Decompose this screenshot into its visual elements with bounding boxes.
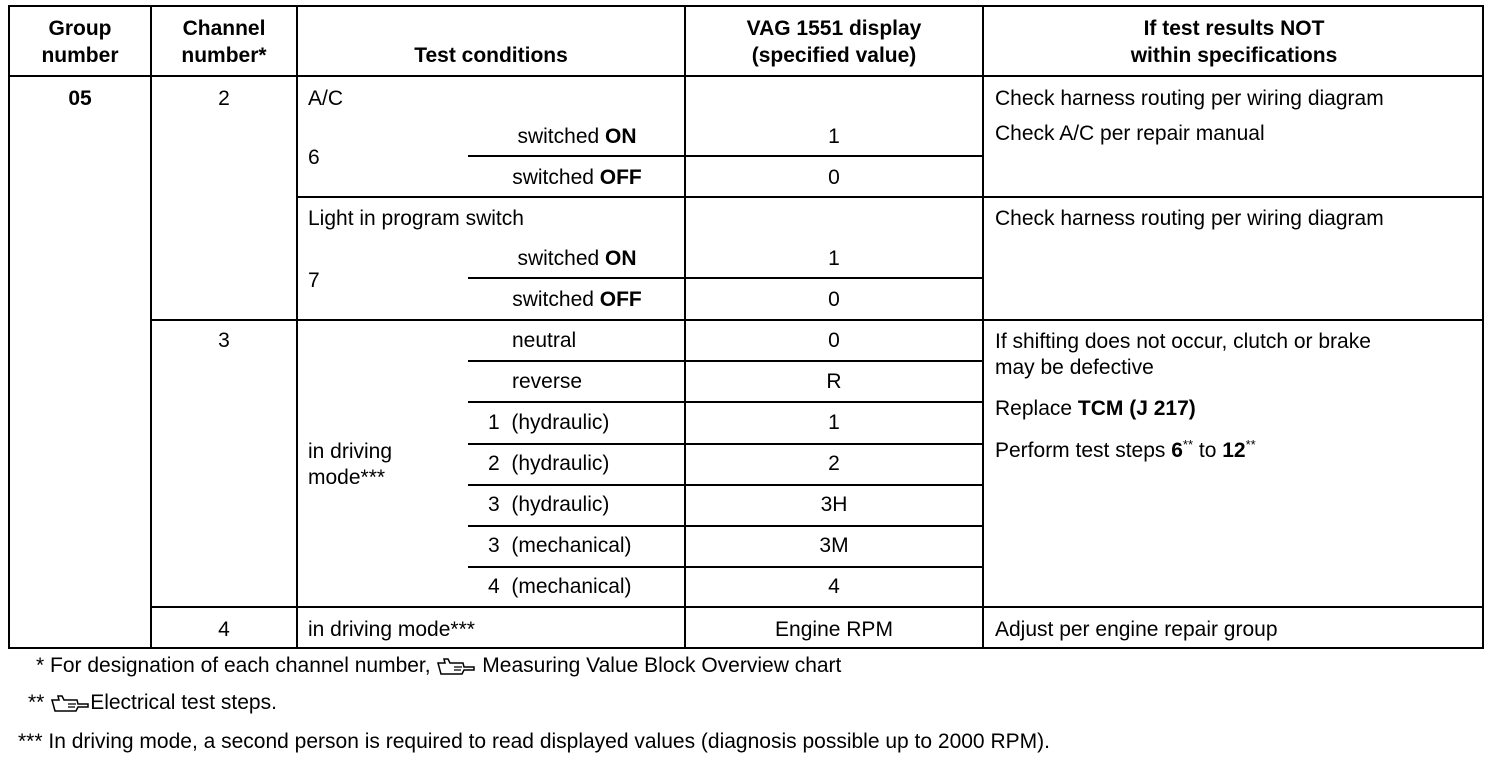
ac-title: A/C — [308, 87, 344, 110]
driving-condition: 4 (mechanical) — [488, 575, 632, 598]
row-divider — [296, 196, 1484, 198]
driving-remedy-test-steps: Perform test steps 6** to 12** — [995, 437, 1256, 462]
light-title: Light in program switch — [308, 207, 524, 230]
column-divider-display — [982, 5, 984, 649]
ac-remedy-repair-manual: Check A/C per repair manual — [995, 122, 1265, 145]
light-switched-off: switched OFF — [512, 288, 642, 311]
driving-mode-label: in driving mode*** — [308, 440, 393, 489]
footnote-2: ** Electrical test steps. — [28, 691, 277, 714]
driving-value: 2 — [828, 452, 840, 475]
column-divider-channel — [296, 5, 298, 649]
header-display-value: VAG 1551 display (specified value) — [746, 17, 922, 67]
driving-condition: 2 (hydraulic) — [488, 452, 610, 475]
driving-value: R — [826, 370, 842, 393]
row-divider — [468, 401, 984, 403]
driving-condition: 1 (hydraulic) — [488, 411, 610, 434]
group-number: 05 — [68, 87, 92, 110]
row-divider — [468, 155, 984, 157]
driving-value: 3H — [820, 493, 848, 516]
row-divider — [468, 566, 984, 568]
driving-condition: neutral — [512, 329, 577, 352]
rpm-value: Engine RPM — [775, 618, 893, 641]
row-divider — [468, 277, 984, 279]
row-divider — [150, 319, 1484, 321]
channel-number: 4 — [218, 618, 230, 641]
header-channel-number: Channel number* — [181, 17, 267, 67]
ac-switched-off: switched OFF — [512, 166, 642, 189]
header-divider — [8, 75, 1484, 77]
light-switched-on: switched ON — [517, 247, 637, 270]
header-test-conditions: Test conditions — [414, 44, 568, 67]
row-divider — [468, 443, 984, 445]
light-remedy-wiring: Check harness routing per wiring diagram — [995, 207, 1384, 230]
rpm-condition: in driving mode*** — [308, 618, 475, 641]
light-on-value: 1 — [828, 247, 840, 270]
driving-condition: 3 (mechanical) — [488, 534, 632, 557]
driving-value: 1 — [828, 411, 840, 434]
light-off-value: 0 — [828, 288, 840, 311]
row-divider — [468, 484, 984, 486]
header-group-number: Group number — [41, 17, 119, 67]
ac-off-value: 0 — [828, 166, 840, 189]
driving-remedy-replace-tcm: Replace TCM (J 217) — [995, 397, 1196, 420]
pointing-hand-icon — [50, 692, 90, 714]
channel-number: 3 — [218, 329, 230, 352]
footnote-3: *** In driving mode, a second person is required to read displayed values (diagnosis possible up to 2000 RPM). — [18, 730, 1050, 753]
ac-switched-on: switched ON — [517, 125, 637, 148]
driving-value: 3M — [819, 534, 849, 557]
ac-on-value: 1 — [828, 125, 840, 148]
driving-condition: reverse — [512, 370, 583, 393]
rpm-remedy: Adjust per engine repair group — [995, 618, 1278, 641]
channel-number: 2 — [218, 87, 230, 110]
row-divider — [150, 606, 1484, 608]
row-divider — [468, 525, 984, 527]
driving-value: 0 — [828, 329, 840, 352]
driving-value: 4 — [828, 575, 840, 598]
driving-remedy-shifting: If shifting does not occur, clutch or brake may be defective — [995, 330, 1371, 379]
ac-remedy-wiring: Check harness routing per wiring diagram — [995, 87, 1384, 110]
pointing-hand-icon — [436, 655, 476, 677]
footnote-1: * For designation of each channel number, Measuring Value Block Overview chart — [36, 654, 842, 677]
light-sub-number: 7 — [308, 269, 320, 292]
header-not-within-spec: If test results NOT within specifications — [1130, 17, 1338, 67]
driving-condition: 3 (hydraulic) — [488, 493, 610, 516]
row-divider — [468, 360, 984, 362]
ac-sub-number: 6 — [308, 146, 320, 169]
